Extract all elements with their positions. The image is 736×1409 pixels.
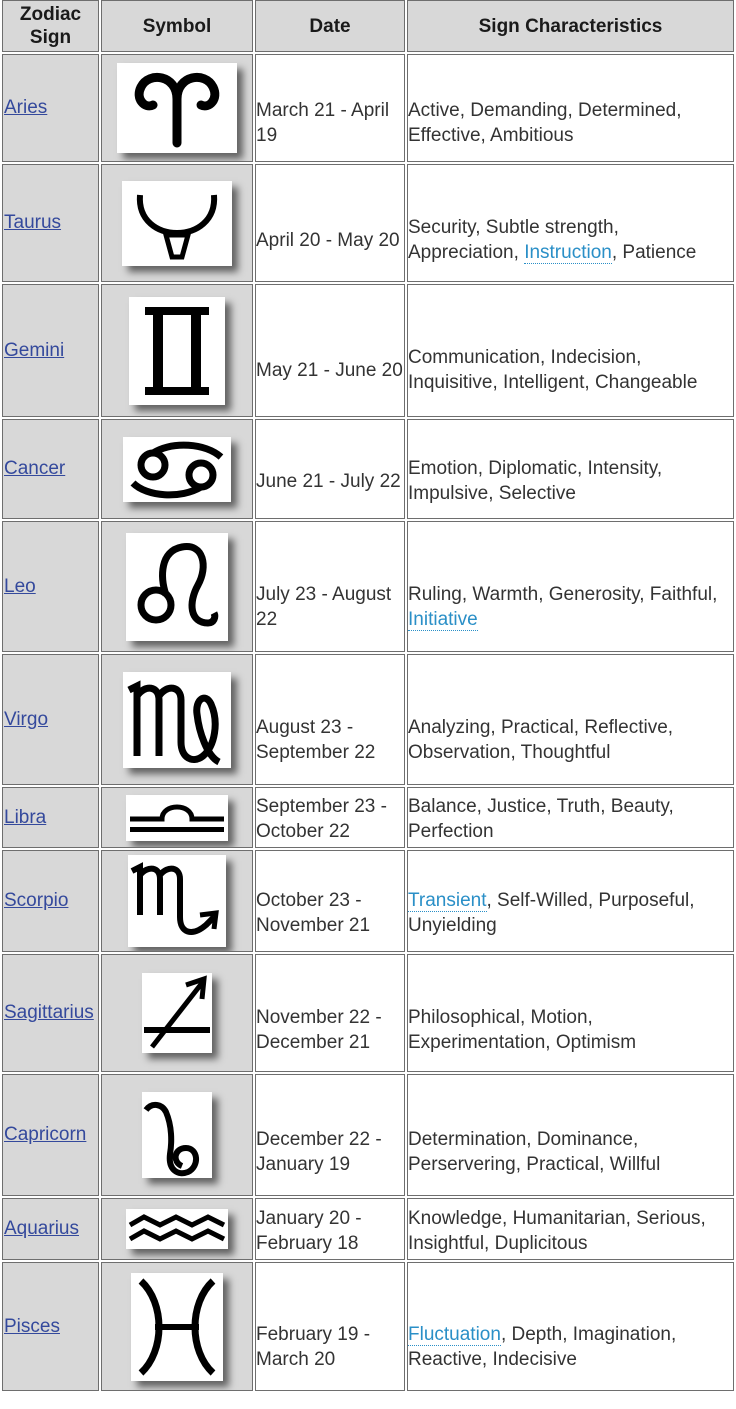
characteristics-cell — [407, 164, 734, 282]
characteristics-fragment: , Depth, Imagination, Reactive, Indecisive — [408, 1323, 677, 1370]
characteristics-fragment: Emotion, Diplomatic, Intensity, Impulsive, Selective — [408, 458, 663, 504]
libra-icon — [126, 795, 228, 841]
sign-link-sagittarius[interactable]: Sagittarius — [4, 1002, 94, 1023]
sign-link-aries[interactable]: Aries — [4, 97, 48, 118]
characteristics-text — [408, 1202, 733, 1256]
date-cell — [255, 521, 405, 652]
symbol-cell — [101, 850, 253, 952]
date-range: January 20 - February 18 — [256, 1208, 362, 1254]
sign-link-taurus[interactable]: Taurus — [4, 212, 62, 233]
sign-link-cancer[interactable]: Cancer — [4, 458, 66, 479]
date-cell — [255, 1198, 405, 1260]
date-range: July 23 - August 22 — [256, 583, 392, 630]
table-row — [2, 1198, 734, 1260]
characteristics-cell — [407, 419, 734, 519]
table-row — [2, 1074, 734, 1196]
characteristics-text — [408, 68, 733, 148]
characteristics-cell — [407, 954, 734, 1072]
term-link-fluctuation[interactable]: Fluctuation — [408, 1323, 501, 1345]
aries-icon — [117, 63, 237, 153]
sign-cell — [2, 850, 99, 952]
capricorn-icon — [142, 1092, 212, 1178]
date-cell — [255, 1074, 405, 1196]
table-row — [2, 1262, 734, 1391]
sign-link-aquarius[interactable]: Aquarius — [4, 1218, 79, 1239]
table-row — [2, 419, 734, 519]
characteristics-text — [408, 306, 733, 395]
symbol-cell — [101, 164, 253, 282]
characteristics-text — [408, 432, 733, 506]
characteristics-cell — [407, 1198, 734, 1260]
date-range: December 22 - January 19 — [256, 1129, 382, 1175]
sign-cell — [2, 164, 99, 282]
characteristics-fragment: Philosophical, Motion, Experimentation, Optimism — [408, 1007, 637, 1053]
date-cell — [255, 954, 405, 1072]
symbol-cell — [101, 954, 253, 1072]
sign-cell — [2, 654, 99, 785]
characteristics-fragment: Ruling, Warmth, Generosity, Faithful, — [408, 583, 718, 605]
virgo-icon — [123, 672, 231, 768]
scorpio-icon — [128, 855, 226, 947]
date-cell — [255, 1262, 405, 1391]
date-cell — [255, 284, 405, 417]
sign-cell — [2, 1262, 99, 1391]
symbol-cell — [101, 54, 253, 162]
sign-link-virgo[interactable]: Virgo — [4, 708, 49, 730]
header-row — [2, 0, 734, 52]
table-row — [2, 521, 734, 652]
characteristics-cell — [407, 1262, 734, 1391]
symbol-cell — [101, 1074, 253, 1196]
header-zodiac-sign: Zodiac Sign — [2, 0, 99, 52]
characteristics-text — [408, 791, 733, 844]
gemini-icon — [129, 297, 225, 405]
characteristics-cell — [407, 54, 734, 162]
characteristics-cell — [407, 850, 734, 952]
table-row — [2, 164, 734, 282]
symbol-cell — [101, 419, 253, 519]
characteristics-fragment: Communication, Indecision, Inquisitive, Intelligent, Changeable — [408, 347, 698, 393]
table-row — [2, 954, 734, 1072]
header-date: Date — [255, 0, 405, 52]
table-row — [2, 850, 734, 952]
sign-link-gemini[interactable]: Gemini — [4, 339, 65, 361]
date-cell — [255, 850, 405, 952]
date-cell — [255, 164, 405, 282]
table-row — [2, 284, 734, 417]
sagittarius-icon — [142, 973, 212, 1053]
date-range: March 21 - April 19 — [256, 100, 390, 146]
date-range: October 23 - November 21 — [256, 889, 371, 936]
sign-cell — [2, 787, 99, 848]
date-range: November 22 - December 21 — [256, 1007, 382, 1053]
characteristics-cell — [407, 1074, 734, 1196]
characteristics-fragment: , Self-Willed, Purposeful, Unyielding — [408, 889, 695, 936]
date-cell — [255, 787, 405, 848]
characteristics-fragment: Determination, Dominance, Perservering, Practical, Willful — [408, 1129, 661, 1175]
characteristics-cell — [407, 787, 734, 848]
characteristics-cell — [407, 521, 734, 652]
symbol-cell — [101, 521, 253, 652]
characteristics-fragment: Analyzing, Practical, Reflective, Observation, Thoughtful — [408, 716, 674, 763]
table-row — [2, 54, 734, 162]
characteristics-cell — [407, 654, 734, 785]
date-range: May 21 - June 20 — [256, 359, 403, 381]
symbol-cell — [101, 1198, 253, 1260]
characteristics-text — [408, 675, 733, 765]
characteristics-fragment: Balance, Justice, Truth, Beauty, Perfection — [408, 796, 674, 842]
date-range: June 21 - July 22 — [256, 470, 401, 492]
characteristics-fragment: , Patience — [611, 242, 697, 263]
characteristics-fragment: Knowledge, Humanitarian, Serious, Insightful, Duplicitous — [408, 1208, 706, 1254]
sign-link-scorpio[interactable]: Scorpio — [4, 890, 69, 911]
table-row — [2, 654, 734, 785]
sign-cell — [2, 284, 99, 417]
sign-cell — [2, 1198, 99, 1260]
date-range: August 23 - September 22 — [256, 716, 376, 763]
characteristics-fragment: Security, Subtle strength, Appreciation, — [408, 217, 619, 263]
date-cell — [255, 654, 405, 785]
leo-icon — [126, 533, 228, 641]
date-range: February 19 - March 20 — [256, 1323, 371, 1370]
symbol-cell — [101, 787, 253, 848]
sign-link-pisces[interactable]: Pisces — [4, 1315, 60, 1337]
symbol-cell — [101, 284, 253, 417]
taurus-icon — [122, 181, 232, 266]
sign-cell — [2, 54, 99, 162]
symbol-cell — [101, 1262, 253, 1391]
sign-cell — [2, 521, 99, 652]
aquarius-icon — [126, 1209, 228, 1249]
symbol-cell — [101, 654, 253, 785]
characteristics-text — [408, 1282, 733, 1372]
characteristics-text — [408, 542, 733, 632]
header-sign-characteristics: Sign Characteristics — [407, 0, 734, 52]
header-symbol: Symbol — [101, 0, 253, 52]
term-link-initiative[interactable]: Initiative — [408, 608, 478, 630]
table-row — [2, 787, 734, 848]
term-link-transient[interactable]: Transient — [408, 889, 487, 911]
date-cell — [255, 419, 405, 519]
term-link-instruction[interactable]: Instruction — [524, 242, 612, 263]
sign-cell — [2, 419, 99, 519]
date-range: April 20 - May 20 — [256, 229, 400, 251]
zodiac-rows — [2, 54, 734, 1391]
characteristics-text — [408, 1093, 733, 1177]
characteristics-text — [408, 181, 733, 265]
sign-cell — [2, 1074, 99, 1196]
date-range: September 23 - October 22 — [256, 796, 387, 842]
characteristics-cell — [407, 284, 734, 417]
sign-cell — [2, 954, 99, 1072]
cancer-icon — [123, 437, 231, 502]
sign-link-libra[interactable]: Libra — [4, 806, 47, 828]
characteristics-text — [408, 865, 733, 938]
sign-link-leo[interactable]: Leo — [4, 575, 36, 597]
pisces-icon — [131, 1273, 223, 1381]
sign-link-capricorn[interactable]: Capricorn — [4, 1124, 87, 1145]
characteristics-fragment: Active, Demanding, Determined, Effective, Ambitious — [408, 100, 682, 146]
date-cell — [255, 54, 405, 162]
characteristics-text — [408, 971, 733, 1055]
